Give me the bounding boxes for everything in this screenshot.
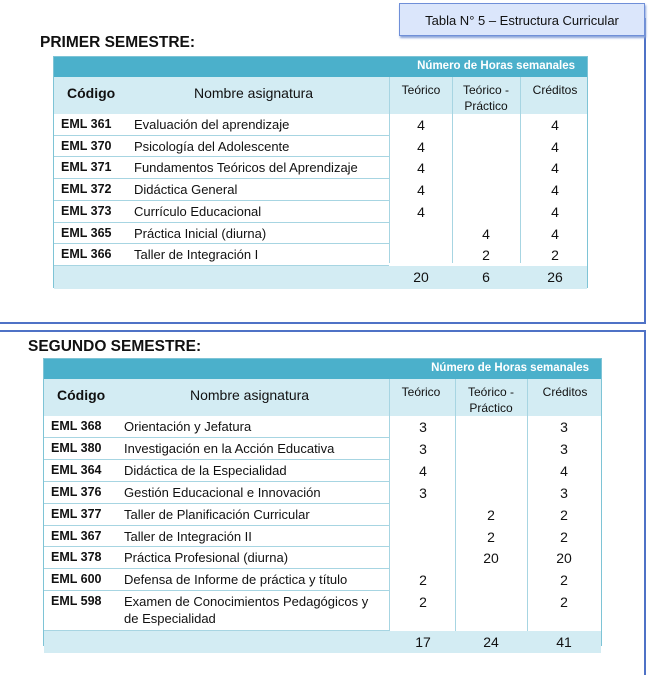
hours-header-label: Número de Horas semanales bbox=[431, 362, 589, 374]
course-code: EML 371 bbox=[61, 160, 112, 175]
course-name: Práctica Profesional (diurna) bbox=[124, 550, 289, 566]
course-code: EML 373 bbox=[61, 203, 112, 218]
theory-practice-hours: 4 bbox=[482, 225, 490, 242]
course-name-continued: de Especialidad bbox=[124, 611, 216, 627]
totals-row bbox=[54, 266, 587, 289]
credits: 3 bbox=[560, 484, 568, 501]
course-name: Didáctica General bbox=[134, 182, 238, 198]
theory-hours: 4 bbox=[417, 203, 425, 220]
credits: 4 bbox=[551, 225, 559, 242]
table-row bbox=[44, 526, 601, 548]
credits: 4 bbox=[560, 462, 568, 479]
table-row bbox=[54, 179, 587, 201]
course-name: Orientación y Jefatura bbox=[124, 419, 252, 434]
table-row bbox=[54, 201, 587, 223]
course-name: Examen de Conocimientos Pedagógicos y bbox=[124, 594, 369, 610]
column-header-row bbox=[44, 379, 601, 416]
col-header-teorico-practico-1: Teórico - bbox=[467, 385, 514, 399]
course-name: Taller de Integración II bbox=[124, 528, 252, 544]
total-credits: 41 bbox=[556, 634, 572, 650]
table-row bbox=[54, 157, 587, 179]
table-row bbox=[44, 547, 601, 569]
course-name: Evaluación del aprendizaje bbox=[134, 117, 290, 132]
course-code: EML 370 bbox=[61, 138, 112, 153]
credits: 2 bbox=[560, 594, 568, 611]
col-header-teorico: Teórico bbox=[401, 385, 441, 399]
credits: 4 bbox=[551, 117, 559, 133]
course-name: Defensa de Informe de práctica y título bbox=[124, 572, 348, 588]
course-name: Gestión Educacional e Innovación bbox=[124, 484, 321, 500]
table-row bbox=[44, 504, 601, 526]
course-name: Investigación en la Acción Educativa bbox=[124, 440, 335, 456]
theory-hours: 2 bbox=[419, 572, 427, 589]
theory-practice-hours: 20 bbox=[483, 550, 499, 567]
course-code: EML 366 bbox=[61, 247, 112, 262]
theory-hours: 3 bbox=[419, 419, 427, 435]
semester-1-title: PRIMER SEMESTRE: bbox=[40, 34, 196, 51]
table-row bbox=[44, 460, 601, 482]
col-header-teorico-practico-1: Teórico - bbox=[462, 83, 509, 97]
theory-hours: 4 bbox=[417, 138, 425, 155]
col-header-nombre: Nombre asignatura bbox=[194, 85, 314, 101]
course-name: Fundamentos Teóricos del Aprendizaje bbox=[134, 160, 358, 176]
table-row bbox=[44, 416, 601, 438]
credits: 2 bbox=[560, 506, 568, 523]
hours-header-band bbox=[44, 359, 601, 379]
theory-hours: 4 bbox=[417, 182, 425, 199]
credits: 4 bbox=[551, 160, 559, 177]
col-header-creditos: Créditos bbox=[532, 83, 578, 97]
theory-hours: 3 bbox=[419, 484, 427, 501]
course-name: Taller de Integración I bbox=[134, 247, 259, 263]
theory-hours: 2 bbox=[419, 594, 427, 611]
col-header-codigo: Código bbox=[67, 85, 116, 101]
theory-practice-hours: 2 bbox=[487, 528, 495, 545]
table-row bbox=[54, 136, 587, 158]
course-code: EML 600 bbox=[51, 572, 102, 587]
credits: 3 bbox=[560, 419, 568, 435]
theory-practice-hours: 2 bbox=[487, 506, 495, 523]
col-header-codigo: Código bbox=[57, 387, 106, 403]
col-header-nombre: Nombre asignatura bbox=[190, 387, 310, 403]
course-code: EML 378 bbox=[51, 550, 102, 565]
table-row bbox=[44, 591, 601, 631]
theory-hours: 4 bbox=[417, 117, 425, 133]
course-code: EML 376 bbox=[51, 484, 102, 499]
credits: 4 bbox=[551, 182, 559, 199]
course-code: EML 372 bbox=[61, 182, 112, 197]
col-header-creditos: Créditos bbox=[542, 385, 588, 399]
credits: 20 bbox=[556, 550, 572, 567]
hours-header-band bbox=[54, 57, 587, 77]
course-name: Didáctica de la Especialidad bbox=[124, 462, 287, 478]
course-code: EML 368 bbox=[51, 419, 102, 433]
credits: 2 bbox=[560, 572, 568, 589]
course-name: Currículo Educacional bbox=[134, 203, 262, 219]
course-name: Taller de Planificación Curricular bbox=[124, 506, 310, 522]
table-row bbox=[44, 438, 601, 460]
table-row bbox=[54, 244, 587, 266]
course-name: Psicología del Adolescente bbox=[134, 138, 290, 154]
total-theory-practice-hours: 24 bbox=[483, 634, 499, 650]
column-header-row bbox=[54, 77, 587, 114]
table-row bbox=[44, 482, 601, 504]
table-row bbox=[54, 223, 587, 245]
semester-2-table bbox=[43, 358, 602, 650]
table-row bbox=[54, 114, 587, 136]
course-name: Práctica Inicial (diurna) bbox=[134, 225, 267, 241]
table-row bbox=[44, 569, 601, 591]
credits: 3 bbox=[560, 440, 568, 457]
table-caption: Tabla N° 5 – Estructura Curricular bbox=[399, 3, 645, 36]
total-credits: 26 bbox=[547, 268, 563, 285]
col-header-teorico: Teórico bbox=[401, 83, 441, 97]
course-code: EML 598 bbox=[51, 594, 102, 609]
credits: 2 bbox=[560, 528, 568, 545]
semester-2-title: SEGUNDO SEMESTRE: bbox=[28, 338, 202, 355]
theory-hours: 3 bbox=[419, 440, 427, 457]
course-code: EML 377 bbox=[51, 506, 102, 521]
theory-hours: 4 bbox=[417, 160, 425, 177]
total-theory-hours: 17 bbox=[415, 634, 431, 650]
totals-row bbox=[44, 631, 601, 653]
credits: 2 bbox=[551, 247, 559, 264]
total-theory-practice-hours: 6 bbox=[482, 268, 490, 285]
total-theory-hours: 20 bbox=[413, 268, 429, 285]
course-code: EML 365 bbox=[61, 225, 112, 240]
credits: 4 bbox=[551, 203, 559, 220]
col-header-teorico-practico-2: Práctico bbox=[464, 99, 508, 113]
credits: 4 bbox=[551, 138, 559, 155]
course-code: EML 364 bbox=[51, 462, 102, 477]
col-header-teorico-practico-2: Práctico bbox=[469, 401, 513, 415]
course-code: EML 367 bbox=[51, 528, 102, 543]
theory-hours: 4 bbox=[419, 462, 427, 479]
semester-1-table bbox=[53, 56, 588, 288]
course-code: EML 380 bbox=[51, 440, 102, 455]
theory-practice-hours: 2 bbox=[482, 247, 490, 264]
course-code: EML 361 bbox=[61, 117, 112, 131]
hours-header-label: Número de Horas semanales bbox=[417, 60, 575, 72]
